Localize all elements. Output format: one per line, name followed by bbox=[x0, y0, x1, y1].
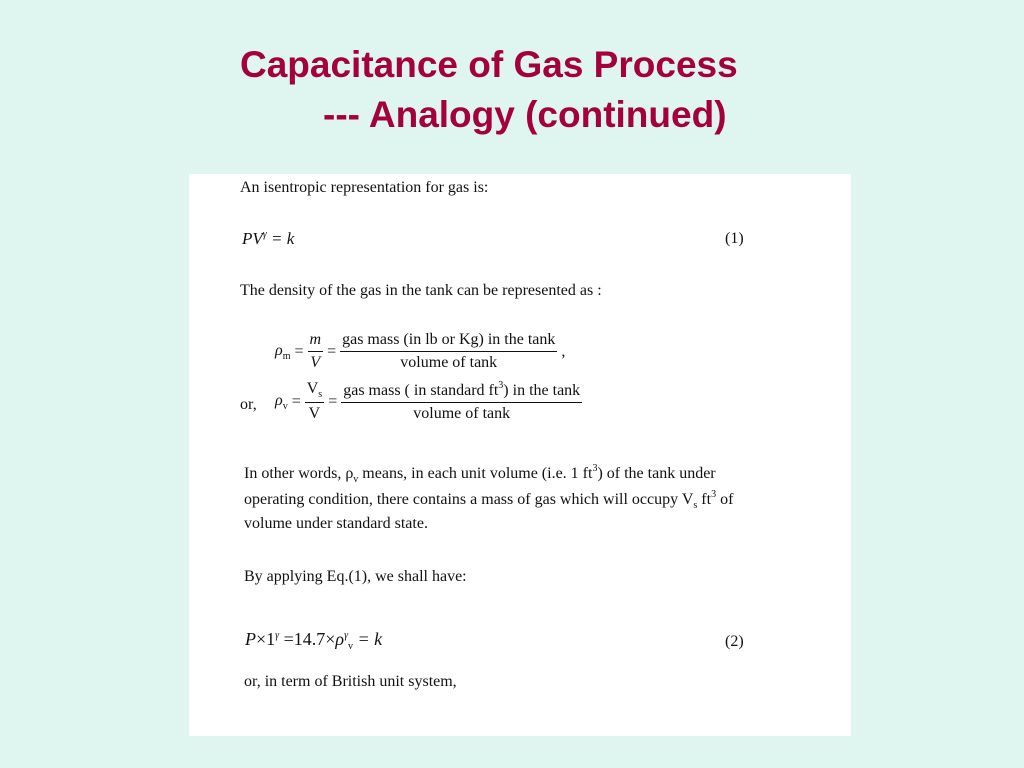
density-volume-equation: $\rho_v$ = $\frac{V_s}{V}$ = $\frac{gas mass ( in standard ft^3) in the \tan k}{\text{volume of tank}}$ bbox=[275, 380, 581, 422]
explanation-line3: volume under standard state. bbox=[244, 515, 428, 532]
equation-2: $P\times 1^\gamma =14.7\times\rho^\gamma_v = k$ bbox=[245, 629, 383, 652]
equation-2-number: (2) bbox=[725, 633, 744, 650]
intro-text: An isentropic representation for gas is: bbox=[240, 179, 489, 196]
british-units-text: or, in term of British unit system, bbox=[244, 673, 457, 690]
equation-1-number: (1) bbox=[725, 230, 744, 247]
density-mass-equation: $\rho_m$ = $\frac{m}{V}$ = $\frac{\text{gas mass (in lb or Kg) in the tank}}{\text{volume of tank}}$ , bbox=[275, 331, 566, 371]
equation-1: $PV^\gamma = k$ bbox=[242, 229, 295, 248]
explanation-line2: operating condition, there contains a mass of gas which will occupy $V_s$ $ft^3$ of bbox=[244, 489, 734, 511]
document-image bbox=[189, 174, 851, 736]
explanation-line1: In other words, $\rho_v$ means, in each unit volume (i.e. 1 $ft^3$) of the tank under bbox=[244, 463, 716, 485]
slide-title-line1: Capacitance of Gas Process bbox=[240, 44, 738, 85]
density-intro-text: The density of the gas in the tank can be represented as : bbox=[240, 282, 602, 299]
or-label: or, bbox=[240, 396, 257, 413]
slide-title-line2: --- Analogy (continued) bbox=[323, 94, 727, 135]
apply-eq-text: By applying Eq.(1), we shall have: bbox=[244, 568, 467, 585]
